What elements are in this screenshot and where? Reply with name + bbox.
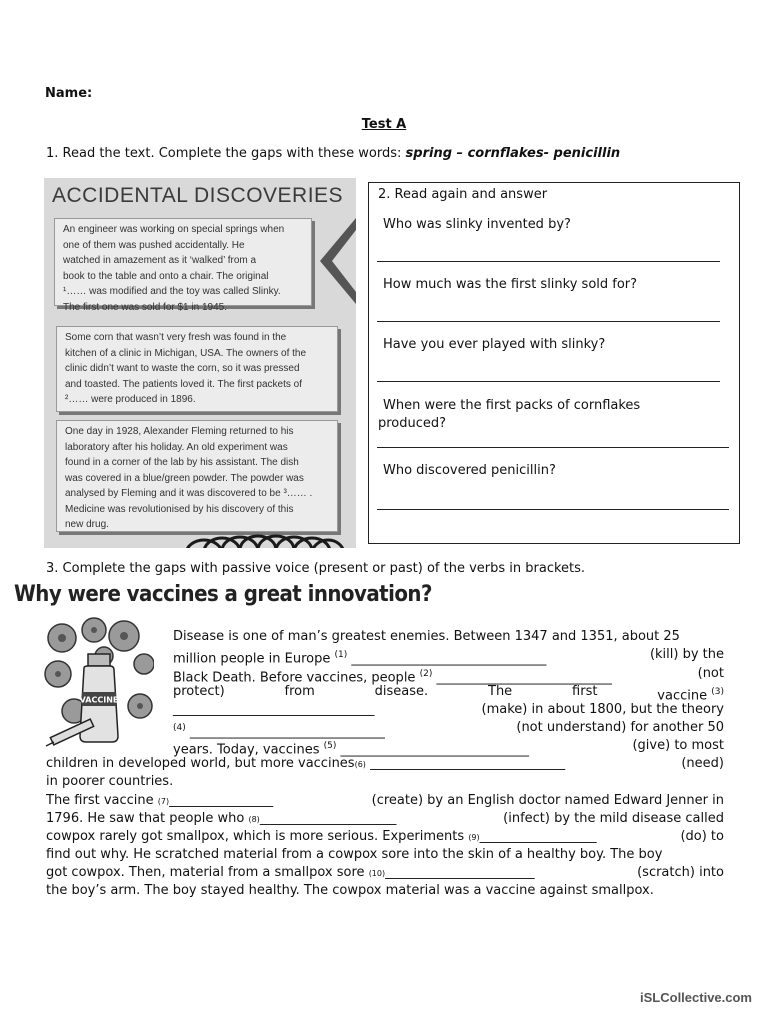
question-5: Who discovered penicillin? [383,463,556,478]
article-line: laboratory after his holiday. An old experiment was [65,441,288,453]
passage-text: (scratch) into [637,865,724,880]
answer-line-4[interactable] [377,447,729,448]
gap-number: (2) [419,669,433,679]
gap-4[interactable]: ______________________________ [189,724,385,740]
passage-text: (not understand) for another 50 [516,720,724,735]
article-line: One day in 1928, Alexander Fleming returned to his [65,426,294,437]
article-line: Medicine was revolutionised by his discovery of this [65,503,294,515]
passage-line: in poorer countries. [46,774,174,789]
task1-instruction [46,146,620,161]
passage-word: vaccine [657,688,708,704]
name-label: Name: [45,86,93,101]
passage-text: (need) [681,756,724,771]
passage-text: (not [697,666,724,681]
gap-3[interactable]: _______________________________ [173,702,375,717]
passage-line [46,755,724,774]
article-line: analysed by Fleming and it was discovered to be ³…… . [65,488,313,499]
gap-number: (5) [323,741,337,751]
task3-instruction: 3. Complete the gaps with passive voice (present or past) of the verbs in brackets. [46,561,586,576]
passage-text: cowpox rarely got smallpox, which is more serious. Experiments [46,829,465,844]
gap-number: (8) [248,815,260,824]
arrow-decoration [316,218,356,304]
passage-text: (infect) by the mild disease called [503,811,724,826]
gap-number: (4) [173,723,186,733]
passage-line [46,810,724,829]
passage-word: disease. [374,684,429,699]
article-line: ²…… were produced in 1896. [65,394,196,405]
passage-text: years. Today, vaccines [173,742,320,758]
article-line: new drug. [65,519,109,530]
gap-8[interactable]: _____________________ [259,811,397,826]
passage-text: The first vaccine [46,793,154,808]
article-line: The first one was sold for $1 in 1945. [63,301,227,313]
passage-text: million people in Europe [173,651,331,667]
article-box-penicillin [56,420,338,532]
article-line: and toasted. The patients loved it. The first packets of [65,378,302,390]
slinky-coil-image [184,530,344,548]
passage-text: got cowpox. Then, material from a smallpox sore [46,865,365,880]
passage-word: from [284,684,315,699]
passage-text: (make) in about 1800, but the theory [481,702,724,717]
passage-line [46,864,724,883]
article-line: kitchen of a clinic in Michigan, USA. The owners of the [65,347,307,359]
passage-line: Disease is one of man’s greatest enemies. Between 1347 and 1351, about 25 [173,629,680,644]
vaccine-label: VACCINE [79,695,119,705]
gap-number: (7) [157,797,170,806]
gap-number: (1) [334,650,348,660]
questions-box [368,182,740,544]
question-2: How much was the first slinky sold for? [383,277,638,292]
passage-line [46,828,724,847]
watermark: iSLCollective.com [640,990,752,1005]
gap-10[interactable]: _______________________ [385,865,535,880]
passage-line: the boy’s arm. The boy stayed healthy. The cowpox material was a vaccine against smallpox. [46,883,654,898]
article-line: Some corn that wasn’t very fresh was found in the [65,332,287,343]
gap-number: (10) [368,869,386,878]
article-line: one of them was pushed accidentally. He [63,239,245,251]
passage-heading: Why were vaccines a great innovation? [14,582,432,607]
gap-7[interactable]: ________________ [169,793,274,808]
article-box-slinky [54,218,312,313]
passage-text: (do) to [680,829,724,844]
gap-6[interactable]: ______________________________ [370,756,566,771]
passage-line: find out why. He scratched material from a cowpox sore into the skin of a healthy boy. The boy [46,847,663,862]
task1-text: 1. Read the text. Complete the gaps with these words: [46,146,402,161]
passage-text: children in developed world, but more vaccines [46,756,355,771]
task2-title: 2. Read again and answer [378,187,548,202]
passage-text: (give) to most [632,738,724,753]
article-line: ¹…… was modified and the toy was called Slinky. [63,286,281,297]
gap-number: (9) [468,833,480,842]
test-title: Test A [361,117,407,132]
article-line: watched in amazement as it ‘walked’ from a [63,255,257,266]
passage-word: The [488,684,513,699]
article-line: clinic didn’t want to waste the corn, so it was pressed [65,363,300,374]
passage-line [46,792,724,811]
passage-text: Black Death. Before vaccines, people [173,670,416,686]
answer-line-3[interactable] [377,381,720,382]
article-line: found in a corner of the lab by his assistant. The dish [65,457,299,468]
answer-line-1[interactable] [377,261,720,262]
question-1: Who was slinky invented by? [383,217,571,232]
question-4: When were the first packs of cornflakes [383,398,641,413]
passage-word: protect) [173,684,225,699]
passage-text: (create) by an English doctor named Edward Jenner in [371,793,724,808]
article-title: ACCIDENTAL DISCOVERIES [52,184,344,207]
gap-5[interactable]: _____________________________ [340,742,530,758]
question-3: Have you ever played with slinky? [383,337,606,352]
gap-number: (6) [354,760,366,769]
question-4-continued: produced? [378,416,447,431]
task1-word-bank: spring – cornflakes- penicillin [405,146,621,161]
passage-text: (kill) by the [649,647,724,662]
gap-number: (3) [711,687,724,697]
gap-1[interactable]: ______________________________ [351,651,547,667]
gap-9[interactable]: __________________ [479,829,597,844]
passage-text: 1796. He saw that people who [46,811,245,826]
article-image [44,178,356,548]
article-box-cornflakes [56,326,338,412]
article-line: was covered in a blue/green powder. The powder was [65,472,304,484]
answer-line-2[interactable] [377,321,720,322]
gap-2[interactable]: ___________________________ [436,670,612,686]
vaccine-illustration [44,616,154,752]
article-line: book to the table and onto a chair. The original [63,270,269,282]
answer-line-5[interactable] [377,509,729,510]
passage-word: first [572,684,598,699]
passage-line [173,701,724,719]
article-line: An engineer was working on special springs when [63,224,285,235]
